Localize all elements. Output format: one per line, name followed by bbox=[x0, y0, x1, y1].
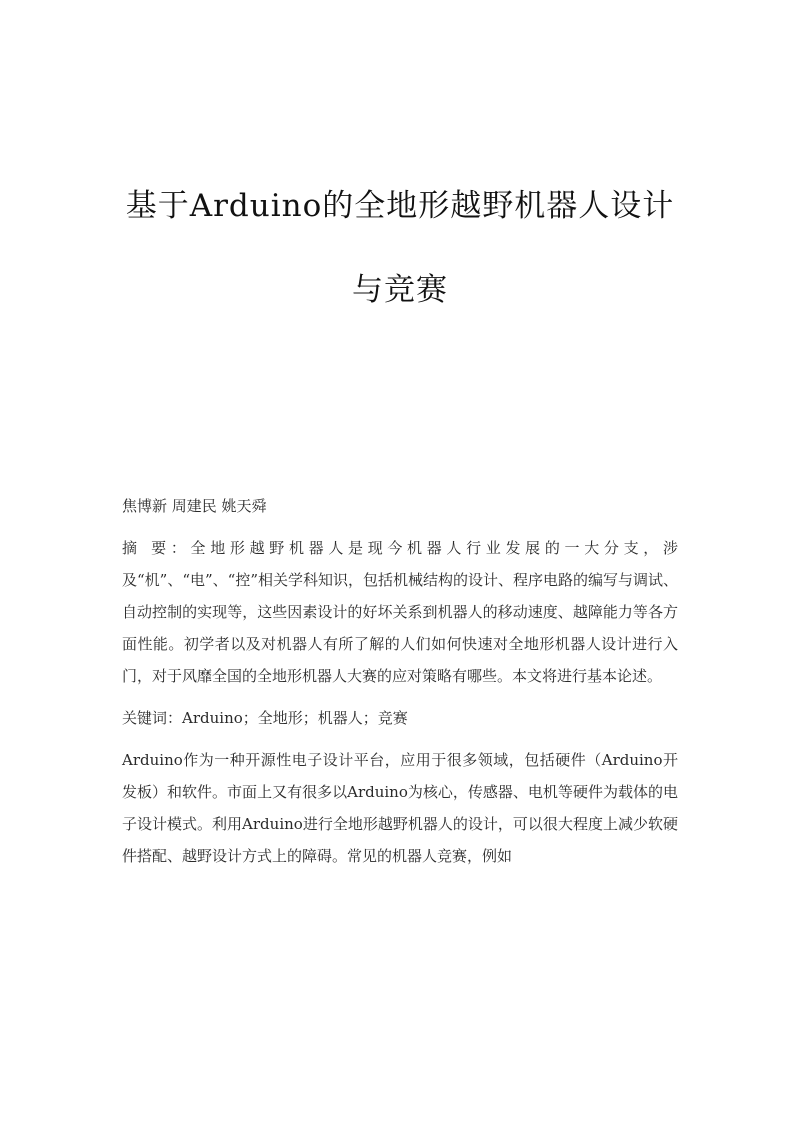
paper-title bbox=[0, 186, 800, 310]
title-line-1: 基于Arduino的全地形越野机器人设计 bbox=[125, 188, 675, 224]
abstract-label: 摘 要： bbox=[122, 539, 191, 557]
abstract-text: 全地形越野机器人是现今机器人行业发展的一大分支，涉及“机”、“电”、“控”相关学科知识，包括机械结构的设计、程序电路的编写与调试、自动控制的实现等，这些因素设计的好坏关系到机器人的移动速度、越障能力等各方面性能。初学者以及对机器人有所了解的人们如何快速对全地形机器人设计进行入门，对于风靡全国的全地形机器人大赛的应对策略有哪些。本文将进行基本论述。 bbox=[122, 539, 679, 685]
paper-content bbox=[122, 490, 678, 882]
body-paragraph: Arduino作为一种开源性电子设计平台，应用于很多领域，包括硬件（Arduino开发板）和软件。市面上又有很多以Arduino为核心，传感器、电机等硬件为载体的电子设计模式。利用Arduino进行全地形越野机器人的设计，可以很大程度上减少软硬件搭配、越野设计方式上的障碍。常见的机器人竞赛，例如 bbox=[122, 751, 678, 865]
authors: 焦博新 周建民 姚天舜 bbox=[122, 497, 267, 515]
keywords-label: 关键词： bbox=[122, 709, 183, 727]
keywords-text: Arduino；全地形；机器人；竞赛 bbox=[182, 709, 408, 727]
title-line-2: 与竞赛 bbox=[352, 272, 448, 308]
keywords bbox=[122, 702, 678, 734]
abstract bbox=[122, 532, 678, 692]
